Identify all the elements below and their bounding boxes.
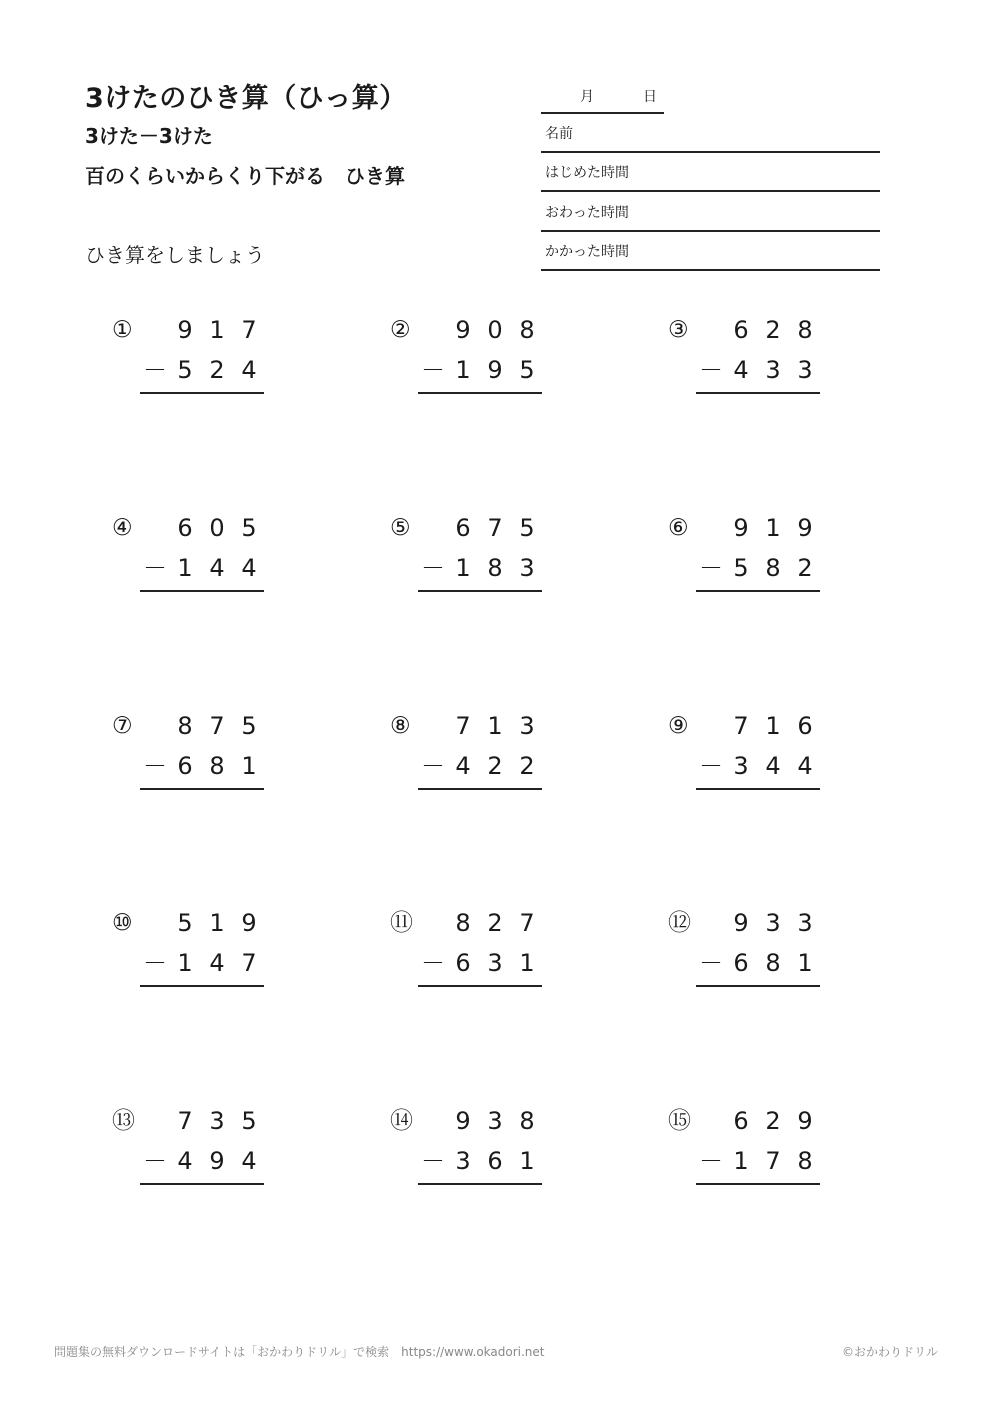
subtrahend-digit: 4 [797,752,813,780]
subtrahend-digit: 1 [519,1147,535,1175]
problem-8 [390,711,550,801]
problem-11 [390,908,550,998]
minuend-digit: 5 [241,1107,257,1135]
minuend-digit: 8 [519,316,535,344]
minuend-digit: 9 [455,316,471,344]
minuend-digit: 6 [455,514,471,542]
minus-sign: － [143,949,167,977]
subtrahend-digit: 8 [765,554,781,582]
subtrahend-digit: 4 [241,1147,257,1175]
subtrahend-digit: 1 [177,554,193,582]
minuend [696,315,820,345]
problem-5 [390,513,550,603]
subtrahend [418,948,542,978]
answer-line[interactable] [140,985,264,987]
minuend-digit: 1 [209,909,225,937]
minuend [696,1106,820,1136]
start-time-field[interactable] [541,153,880,192]
end-time-label: おわった時間 [545,205,629,221]
minuend [418,513,542,543]
answer-line[interactable] [418,590,542,592]
minus-sign: － [699,356,723,384]
subtrahend-digit: 2 [487,752,503,780]
subtrahend [696,355,820,385]
minuend [140,711,264,741]
minuend-digit: 7 [733,712,749,740]
minuend-digit: 8 [455,909,471,937]
problem-9 [668,711,828,801]
minuend-digit: 6 [733,1107,749,1135]
minuend-digit: 0 [209,514,225,542]
answer-line[interactable] [418,985,542,987]
problem-number: ⑪ [390,910,413,936]
minuend-digit: 1 [487,712,503,740]
minus-sign: － [699,752,723,780]
problem-number: ③ [668,317,689,343]
minuend-digit: 3 [519,712,535,740]
subtrahend-digit: 7 [765,1147,781,1175]
minuend [140,1106,264,1136]
minuend-digit: 7 [519,909,535,937]
minuend-digit: 3 [765,909,781,937]
subtrahend [140,355,264,385]
subtrahend [696,1146,820,1176]
subtrahend-digit: 1 [455,356,471,384]
subtrahend-digit: 9 [209,1147,225,1175]
subtrahend-digit: 2 [519,752,535,780]
minuend-digit: 7 [177,1107,193,1135]
minus-sign: － [421,752,445,780]
problem-3 [668,315,828,405]
minuend-digit: 7 [487,514,503,542]
subtrahend-digit: 6 [455,949,471,977]
footer-site-info: 問題集の無料ダウンロードサイトは「おかわりドリル」で検索 https://www.okadori.net [54,1345,545,1359]
minuend [418,711,542,741]
minuend-digit: 8 [797,316,813,344]
problem-15 [668,1106,828,1196]
answer-line[interactable] [696,590,820,592]
minuend-digit: 7 [241,316,257,344]
minuend-digit: 7 [455,712,471,740]
minuend [418,315,542,345]
elapsed-time-label: かかった時間 [545,244,629,260]
minuend-digit: 7 [209,712,225,740]
minus-sign: － [699,1147,723,1175]
problem-number: ⑧ [390,713,411,739]
problem-number: ④ [112,515,133,541]
subtrahend-digit: 1 [241,752,257,780]
minuend-digit: 5 [241,514,257,542]
minuend-digit: 8 [177,712,193,740]
minus-sign: － [421,356,445,384]
minuend [140,513,264,543]
subtrahend-digit: 4 [455,752,471,780]
minuend-digit: 2 [765,316,781,344]
subtrahend-digit: 7 [241,949,257,977]
minuend [418,1106,542,1136]
problem-14 [390,1106,550,1196]
minuend-digit: 6 [177,514,193,542]
minuend-digit: 5 [519,514,535,542]
subtrahend-digit: 8 [765,949,781,977]
subtrahend-digit: 3 [455,1147,471,1175]
instruction-text: ひき算をしましょう [85,243,265,267]
answer-line[interactable] [696,788,820,790]
subtrahend-digit: 5 [177,356,193,384]
minuend-digit: 1 [209,316,225,344]
worksheet-subtitle-type: 百のくらいからくり下がる ひき算 [85,164,405,188]
problem-10 [112,908,272,998]
problem-4 [112,513,272,603]
subtrahend-digit: 2 [797,554,813,582]
subtrahend [140,948,264,978]
subtrahend-digit: 4 [209,554,225,582]
subtrahend-digit: 1 [177,949,193,977]
minus-sign: － [143,554,167,582]
problem-1 [112,315,272,405]
minus-sign: － [143,1147,167,1175]
minuend-digit: 6 [733,316,749,344]
answer-line[interactable] [418,392,542,394]
problem-2 [390,315,550,405]
answer-line[interactable] [418,788,542,790]
minus-sign: － [143,752,167,780]
subtrahend [696,948,820,978]
problem-number: ⑩ [112,910,133,936]
minuend-digit: 5 [241,712,257,740]
minuend-digit: 9 [797,1107,813,1135]
answer-line[interactable] [696,985,820,987]
problem-number: ⑤ [390,515,411,541]
minus-sign: － [421,949,445,977]
subtrahend-digit: 4 [765,752,781,780]
subtrahend-digit: 4 [209,949,225,977]
answer-line[interactable] [696,392,820,394]
day-label: 日 [643,89,657,105]
subtrahend-digit: 4 [177,1147,193,1175]
subtrahend-digit: 5 [519,356,535,384]
minuend-digit: 9 [733,514,749,542]
minus-sign: － [699,949,723,977]
minuend [696,908,820,938]
name-field[interactable] [541,112,880,153]
minuend-digit: 0 [487,316,503,344]
minuend-digit: 9 [797,514,813,542]
problem-number: ② [390,317,411,343]
subtrahend-digit: 9 [487,356,503,384]
minuend-digit: 9 [733,909,749,937]
problem-number: ⑬ [112,1108,135,1134]
minuend-digit: 9 [455,1107,471,1135]
month-label: 月 [580,89,594,105]
problem-number: ⑦ [112,713,133,739]
worksheet-title: 3けたのひき算（ひっ算） [85,83,407,114]
minus-sign: － [421,554,445,582]
minuend-digit: 3 [209,1107,225,1135]
minus-sign: － [143,356,167,384]
subtrahend-digit: 1 [455,554,471,582]
subtrahend-digit: 1 [733,1147,749,1175]
elapsed-time-field[interactable] [541,232,880,271]
subtrahend-digit: 3 [519,554,535,582]
minuend-digit: 2 [487,909,503,937]
subtrahend-digit: 3 [765,356,781,384]
answer-line[interactable] [696,1183,820,1185]
minuend-digit: 3 [797,909,813,937]
subtrahend-digit: 3 [487,949,503,977]
subtrahend-digit: 1 [519,949,535,977]
problem-number: ⑭ [390,1108,413,1134]
minuend-digit: 9 [177,316,193,344]
problem-13 [112,1106,272,1196]
subtrahend [418,751,542,781]
name-label: 名前 [545,126,573,142]
subtrahend-digit: 4 [733,356,749,384]
minuend [696,711,820,741]
subtrahend-digit: 8 [487,554,503,582]
subtrahend-digit: 2 [209,356,225,384]
minus-sign: － [421,1147,445,1175]
answer-line[interactable] [140,590,264,592]
end-time-field[interactable] [541,192,880,232]
minuend-digit: 6 [797,712,813,740]
subtrahend [418,553,542,583]
subtrahend-digit: 6 [487,1147,503,1175]
problem-6 [668,513,828,603]
subtrahend-digit: 6 [733,949,749,977]
problem-number: ⑨ [668,713,689,739]
subtrahend-digit: 1 [797,949,813,977]
minuend [140,315,264,345]
minuend-digit: 2 [765,1107,781,1135]
problem-12 [668,908,828,998]
problem-number: ⑮ [668,1108,691,1134]
minuend [140,908,264,938]
minuend-digit: 9 [241,909,257,937]
answer-line[interactable] [140,1183,264,1185]
subtrahend [418,355,542,385]
problem-number: ⑥ [668,515,689,541]
minuend-digit: 3 [487,1107,503,1135]
subtrahend-digit: 3 [797,356,813,384]
answer-line[interactable] [418,1183,542,1185]
subtrahend-digit: 8 [209,752,225,780]
worksheet-subtitle-digits: 3けた－3けた [85,124,213,148]
minuend [418,908,542,938]
subtrahend-digit: 3 [733,752,749,780]
subtrahend-digit: 4 [241,554,257,582]
minuend [696,513,820,543]
subtrahend-digit: 6 [177,752,193,780]
subtrahend [696,553,820,583]
problem-number: ⑫ [668,910,691,936]
subtrahend-digit: 5 [733,554,749,582]
problem-number: ① [112,317,133,343]
minuend-digit: 1 [765,712,781,740]
subtrahend [140,1146,264,1176]
subtrahend-digit: 4 [241,356,257,384]
minuend-digit: 5 [177,909,193,937]
subtrahend [140,751,264,781]
start-time-label: はじめた時間 [545,165,629,181]
subtrahend [418,1146,542,1176]
answer-line[interactable] [140,392,264,394]
minuend-digit: 1 [765,514,781,542]
minus-sign: － [699,554,723,582]
subtrahend [696,751,820,781]
subtrahend [140,553,264,583]
subtrahend-digit: 8 [797,1147,813,1175]
answer-line[interactable] [140,788,264,790]
problem-7 [112,711,272,801]
minuend-digit: 8 [519,1107,535,1135]
footer-copyright: ©おかわりドリル [841,1345,938,1359]
